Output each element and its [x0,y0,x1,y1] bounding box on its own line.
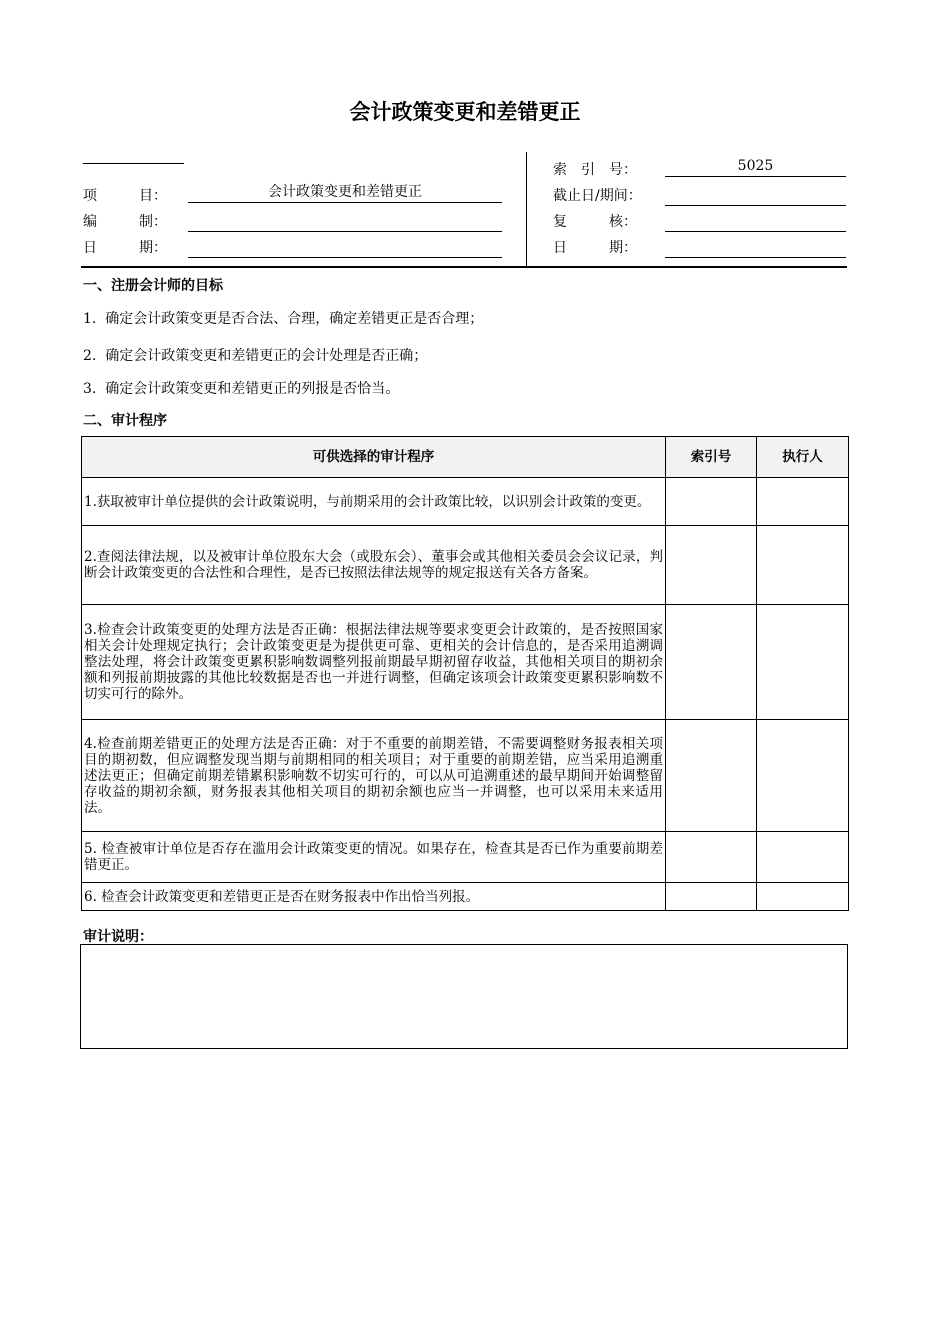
table-row [82,526,849,605]
date-label-left: 日 期： [83,240,167,256]
reviewer-field[interactable] [665,211,846,232]
cutoff-field[interactable] [665,185,846,206]
table-row [82,883,849,911]
header-short-rule [83,163,184,164]
procedure-text: 2.查阅法律法规，以及被审计单位股东大会（或股东会）、董事会或其他相关委员会会议记录，判断会计政策变更的合法性和合理性，是否已按照法律法规等的规定报送有关各方备案。 [82,526,666,605]
date-field-left[interactable] [188,237,502,258]
objective-item: 2. 确定会计政策变更和差错更正的会计处理是否正确； [83,348,428,364]
index-value: 5025 [665,156,846,177]
procedures-table [81,436,849,911]
col-header-procedure: 可供选择的审计程序 [82,437,666,478]
table-header-row [82,437,849,478]
preparer-field[interactable] [188,211,502,232]
table-row [82,605,849,720]
col-header-index: 索引号 [666,437,757,478]
cutoff-label: 截止日/期间： [553,188,642,204]
preparer-label: 编 制： [83,214,167,230]
executor-cell[interactable] [757,478,849,526]
project-label: 项 目： [83,188,167,204]
executor-cell[interactable] [757,605,849,720]
objective-item: 1. 确定会计政策变更是否合法、合理，确定差错更正是否合理； [83,311,484,327]
procedure-text: 6. 检查会计政策变更和差错更正是否在财务报表中作出恰当列报。 [82,883,666,911]
executor-cell[interactable] [757,883,849,911]
executor-cell[interactable] [757,526,849,605]
header-bottom-rule [81,266,847,268]
header-divider [526,152,527,266]
date-field-right[interactable] [665,237,846,258]
procedures-heading: 二、审计程序 [83,413,167,429]
index-cell[interactable] [666,605,757,720]
executor-cell[interactable] [757,720,849,832]
index-label: 索 引 号： [553,162,637,178]
table-row [82,832,849,883]
project-value: 会计政策变更和差错更正 [188,182,502,203]
procedure-text: 5. 检查被审计单位是否存在滥用会计政策变更的情况。如果存在，检查其是否已作为重要前期差错更正。 [82,832,666,883]
notes-heading: 审计说明： [83,929,153,945]
procedure-text: 4.检查前期差错更正的处理方法是否正确：对于不重要的前期差错，不需要调整财务报表相关项目的期初数，但应调整发现当期与前期相同的相关项目；对于重要的前期差错，应当采用追溯重述法更正；但确定前期差错累积影响数不切实可行的，可以从可追溯重述的最早期间开始调整留存收益的期初余额，财务报表其他相关项目的期初余额也应当一并调整，也可以采用未来适用法。 [82,720,666,832]
objective-item: 3. 确定会计政策变更和差错更正的列报是否恰当。 [83,381,400,397]
index-cell[interactable] [666,883,757,911]
date-label-right: 日 期： [553,240,637,256]
table-row [82,720,849,832]
procedure-text: 3.检查会计政策变更的处理方法是否正确：根据法律法规等要求变更会计政策的，是否按照国家相关会计处理规定执行；会计政策变更是为提供更可靠、更相关的会计信息的，是否采用追溯调整法处理，将会计政策变更累积影响数调整列报前期最早期初留存收益，其他相关项目的期初余额和列报前期披露的其他比较数据是否也一并进行调整，但确定该项会计政策变更累积影响数不切实可行的除外。 [82,605,666,720]
index-cell[interactable] [666,526,757,605]
procedure-text: 1.获取被审计单位提供的会计政策说明，与前期采用的会计政策比较，以识别会计政策的变更。 [82,478,666,526]
index-cell[interactable] [666,478,757,526]
table-row [82,478,849,526]
executor-cell[interactable] [757,832,849,883]
page-title: 会计政策变更和差错更正 [349,100,581,124]
objectives-heading: 一、注册会计师的目标 [83,278,223,294]
index-cell[interactable] [666,720,757,832]
reviewer-label: 复 核： [553,214,637,230]
index-cell[interactable] [666,832,757,883]
col-header-executor: 执行人 [757,437,849,478]
notes-box[interactable] [80,944,848,1049]
